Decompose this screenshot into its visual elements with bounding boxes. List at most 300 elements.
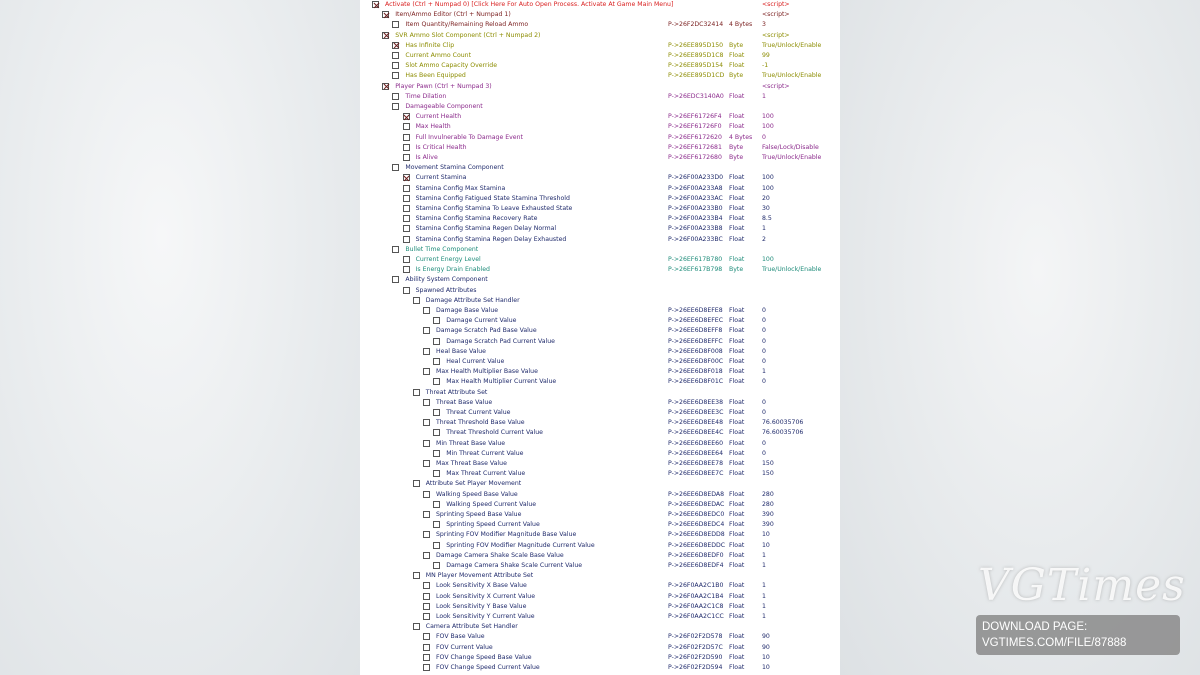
checkbox[interactable] bbox=[413, 297, 420, 304]
row-value[interactable]: 30 bbox=[762, 205, 770, 212]
row-value[interactable]: 280 bbox=[762, 500, 774, 508]
table-row[interactable] bbox=[360, 306, 840, 316]
row-type: Float bbox=[729, 215, 745, 223]
row-type: Float bbox=[729, 521, 745, 529]
row-value[interactable]: 390 bbox=[762, 511, 774, 518]
row-address: P->26EE6D8EFEC bbox=[668, 317, 724, 325]
row-address: P->26EE6D8EFFC bbox=[668, 337, 723, 345]
row-value[interactable]: 0 bbox=[762, 439, 766, 447]
row-description: Heal Base Value bbox=[436, 347, 486, 355]
table-row[interactable] bbox=[360, 632, 840, 642]
row-value[interactable]: 1 bbox=[762, 368, 766, 376]
row-description: Look Sensitivity X Base Value bbox=[436, 582, 527, 590]
row-address: P->26EE6D8EE64 bbox=[668, 449, 724, 457]
row-value[interactable]: 10 bbox=[762, 531, 770, 539]
row-address: P->26EE6D8EE78 bbox=[668, 460, 724, 467]
row-description: Stamina Config Stamina Regen Delay Normal bbox=[415, 225, 557, 233]
checked-checkbox[interactable] bbox=[403, 113, 410, 120]
table-row[interactable] bbox=[360, 581, 840, 591]
row-description: Activate (Ctrl + Numpad 0) [Click Here For Auto Open Process. Activate At Game Main Menu] bbox=[385, 1, 674, 8]
row-description: Current Stamina bbox=[415, 174, 467, 182]
row-value[interactable]: 90 bbox=[762, 633, 770, 641]
table-row[interactable] bbox=[360, 133, 840, 143]
row-value[interactable]: 76.60035706 bbox=[762, 419, 804, 427]
row-type: Float bbox=[729, 582, 745, 590]
row-value[interactable]: 1 bbox=[762, 92, 766, 100]
table-row[interactable] bbox=[360, 479, 840, 489]
download-page-url: VGTIMES.COM/FILE/87888 bbox=[982, 637, 1127, 649]
download-page-label: DOWNLOAD PAGE: bbox=[982, 621, 1088, 633]
table-row[interactable] bbox=[360, 245, 840, 255]
row-value[interactable]: 10 bbox=[762, 653, 770, 661]
row-value[interactable]: 0 bbox=[762, 449, 766, 457]
table-row[interactable] bbox=[360, 408, 840, 418]
table-row[interactable] bbox=[360, 224, 840, 234]
row-value[interactable]: 1 bbox=[762, 582, 766, 590]
table-row[interactable] bbox=[360, 571, 840, 581]
table-row[interactable] bbox=[360, 520, 840, 530]
row-address: P->26EE6D8EE3C bbox=[668, 409, 724, 416]
row-description: Max Health Multiplier Base Value bbox=[436, 368, 538, 376]
row-description: Damage Base Value bbox=[436, 307, 499, 314]
row-type: Float bbox=[729, 592, 745, 600]
checkbox[interactable] bbox=[433, 378, 440, 385]
table-row[interactable] bbox=[360, 163, 840, 173]
checkbox[interactable] bbox=[403, 256, 410, 263]
row-value[interactable]: 100 bbox=[762, 256, 774, 263]
row-type: Float bbox=[729, 562, 745, 569]
checkbox[interactable] bbox=[423, 419, 430, 426]
row-description: Current Ammo Count bbox=[405, 52, 472, 59]
row-type: Byte bbox=[729, 154, 744, 161]
checkbox[interactable] bbox=[423, 603, 430, 610]
row-value[interactable]: <script> bbox=[762, 11, 790, 19]
row-description: SVR Ammo Slot Component (Ctrl + Numpad 2) bbox=[395, 31, 541, 39]
checkbox[interactable] bbox=[423, 582, 430, 589]
row-description: Max Health bbox=[415, 123, 451, 131]
table-row[interactable] bbox=[360, 439, 840, 449]
table-row[interactable] bbox=[360, 184, 840, 194]
table-row[interactable] bbox=[360, 51, 840, 61]
row-type: Float bbox=[729, 205, 745, 212]
table-row[interactable] bbox=[360, 296, 840, 306]
row-address: P->26EF617B798 bbox=[668, 266, 723, 274]
checkbox[interactable] bbox=[413, 623, 420, 630]
checkbox[interactable] bbox=[423, 307, 430, 314]
checkbox[interactable] bbox=[403, 225, 410, 232]
checkbox[interactable] bbox=[423, 633, 430, 640]
table-row[interactable] bbox=[360, 41, 840, 51]
row-address: P->26EE6D8EDD8 bbox=[668, 531, 725, 539]
table-row[interactable] bbox=[360, 235, 840, 245]
row-value[interactable]: 0 bbox=[762, 347, 766, 355]
table-row[interactable] bbox=[360, 510, 840, 520]
table-row[interactable] bbox=[360, 602, 840, 612]
table-row[interactable] bbox=[360, 255, 840, 265]
table-row[interactable] bbox=[360, 500, 840, 510]
table-row[interactable] bbox=[360, 388, 840, 398]
row-address: P->26EE6D8EE48 bbox=[668, 419, 724, 427]
table-row[interactable] bbox=[360, 469, 840, 479]
table-row[interactable] bbox=[360, 214, 840, 224]
checkbox[interactable] bbox=[403, 144, 410, 151]
row-value[interactable]: 0 bbox=[762, 398, 766, 406]
checkbox[interactable] bbox=[423, 654, 430, 661]
table-row[interactable] bbox=[360, 265, 840, 275]
checkbox[interactable] bbox=[423, 531, 430, 538]
row-type: Float bbox=[729, 174, 745, 182]
row-description: Ability System Component bbox=[405, 276, 488, 284]
row-value[interactable]: 1 bbox=[762, 602, 766, 610]
row-address: P->26F00A233D0 bbox=[668, 174, 724, 182]
row-type: Float bbox=[729, 52, 745, 59]
row-value[interactable]: 1 bbox=[762, 613, 766, 620]
row-value[interactable]: 1 bbox=[762, 592, 766, 600]
checkbox[interactable] bbox=[423, 399, 430, 406]
row-value[interactable]: True/Unlock/Enable bbox=[762, 154, 822, 161]
row-value[interactable]: 0 bbox=[762, 337, 766, 345]
row-description: Sprinting FOV Modifier Magnitude Current Value bbox=[446, 541, 595, 549]
checkbox[interactable] bbox=[433, 429, 440, 436]
table-row[interactable] bbox=[360, 194, 840, 204]
table-row[interactable] bbox=[360, 367, 840, 377]
table-row[interactable] bbox=[360, 71, 840, 81]
checkbox[interactable] bbox=[392, 21, 399, 28]
row-description: Damage Camera Shake Scale Base Value bbox=[436, 551, 564, 559]
row-type: Float bbox=[729, 327, 745, 335]
row-address: P->26EE6D8EDAC bbox=[668, 500, 725, 508]
row-address: P->26F02F2D590 bbox=[668, 653, 723, 661]
checkbox[interactable] bbox=[403, 185, 410, 192]
row-value[interactable]: <script> bbox=[762, 31, 790, 39]
checked-checkbox[interactable] bbox=[372, 1, 379, 8]
row-description: Heal Current Value bbox=[446, 358, 505, 365]
table-row[interactable] bbox=[360, 449, 840, 459]
checkbox[interactable] bbox=[423, 552, 430, 559]
row-type: Float bbox=[729, 633, 745, 641]
row-address: P->26EE6D8EE38 bbox=[668, 398, 724, 406]
row-address: P->26F00A233A8 bbox=[668, 184, 723, 192]
row-value[interactable]: True/Unlock/Enable bbox=[762, 41, 822, 49]
checkbox[interactable] bbox=[433, 470, 440, 477]
checkbox[interactable] bbox=[392, 276, 399, 283]
checked-checkbox[interactable] bbox=[403, 174, 410, 181]
checkbox[interactable] bbox=[413, 389, 420, 396]
row-address: P->26F0AA2C1CC bbox=[668, 613, 724, 620]
row-type: Float bbox=[729, 409, 745, 416]
table-row[interactable] bbox=[360, 347, 840, 357]
row-description: Look Sensitivity Y Current Value bbox=[436, 613, 535, 620]
row-value[interactable]: 150 bbox=[762, 470, 774, 478]
checkbox[interactable] bbox=[392, 93, 399, 100]
checkbox[interactable] bbox=[403, 287, 410, 294]
row-description: MN Player Movement Attribute Set bbox=[425, 572, 534, 580]
table-row[interactable] bbox=[360, 153, 840, 163]
table-row[interactable] bbox=[360, 398, 840, 408]
row-type: Float bbox=[729, 602, 745, 610]
table-row[interactable] bbox=[360, 459, 840, 469]
row-value[interactable]: True/Unlock/Enable bbox=[762, 266, 822, 274]
table-row[interactable] bbox=[360, 653, 840, 663]
row-type: Float bbox=[729, 378, 745, 386]
row-value[interactable]: 100 bbox=[762, 113, 774, 121]
row-description: Damage Current Value bbox=[446, 317, 517, 325]
row-type: Float bbox=[729, 490, 745, 498]
row-value[interactable]: 2 bbox=[762, 235, 766, 243]
row-value[interactable]: 1 bbox=[762, 225, 766, 233]
row-address: P->26EE6D8EDF0 bbox=[668, 551, 724, 559]
row-value[interactable]: 90 bbox=[762, 643, 770, 651]
row-address: P->26EE6D8EE4C bbox=[668, 429, 724, 437]
row-address: P->26EE6D8EE7C bbox=[668, 470, 724, 478]
table-row[interactable] bbox=[360, 122, 840, 132]
table-row[interactable] bbox=[360, 663, 840, 673]
table-row[interactable] bbox=[360, 102, 840, 112]
checkbox[interactable] bbox=[392, 72, 399, 79]
row-value[interactable]: 0 bbox=[762, 409, 766, 416]
row-type: Float bbox=[729, 439, 745, 447]
row-address: P->26F02F2D57C bbox=[668, 643, 723, 651]
checkbox[interactable] bbox=[403, 195, 410, 202]
table-row[interactable] bbox=[360, 377, 840, 387]
row-address: P->26EF61726F0 bbox=[668, 123, 722, 131]
row-description: FOV Base Value bbox=[436, 633, 485, 641]
row-description: FOV Change Speed Current Value bbox=[436, 664, 540, 671]
checkbox[interactable] bbox=[433, 317, 440, 324]
table-row[interactable] bbox=[360, 337, 840, 347]
row-value[interactable]: 20 bbox=[762, 194, 770, 202]
row-value[interactable]: 150 bbox=[762, 460, 774, 467]
table-row[interactable] bbox=[360, 541, 840, 551]
row-description: Stamina Config Stamina Recovery Rate bbox=[415, 215, 538, 223]
checked-checkbox[interactable] bbox=[382, 11, 389, 18]
row-value[interactable]: 0 bbox=[762, 307, 766, 314]
checkbox[interactable] bbox=[403, 205, 410, 212]
checkbox[interactable] bbox=[403, 134, 410, 141]
checkbox[interactable] bbox=[433, 562, 440, 569]
cheat-table bbox=[360, 0, 840, 675]
checkbox[interactable] bbox=[423, 613, 430, 620]
row-value[interactable]: 3 bbox=[762, 21, 766, 29]
row-address: P->26EE6D8EDA8 bbox=[668, 490, 725, 498]
row-type: Byte bbox=[729, 41, 744, 49]
checkbox[interactable] bbox=[392, 246, 399, 253]
row-type: Float bbox=[729, 62, 745, 70]
row-address: P->26EF617B780 bbox=[668, 256, 723, 263]
row-value[interactable]: -1 bbox=[762, 62, 769, 70]
row-type: Float bbox=[729, 541, 745, 549]
checkbox[interactable] bbox=[423, 491, 430, 498]
checked-checkbox[interactable] bbox=[382, 83, 389, 90]
row-type: Float bbox=[729, 194, 745, 202]
row-description: Has Infinite Clip bbox=[405, 41, 455, 49]
checkbox[interactable] bbox=[392, 52, 399, 59]
row-value[interactable]: <script> bbox=[762, 82, 790, 90]
row-value[interactable]: 0 bbox=[762, 327, 766, 335]
checkbox[interactable] bbox=[423, 593, 430, 600]
checkbox[interactable] bbox=[403, 236, 410, 243]
checkbox[interactable] bbox=[392, 164, 399, 171]
checkbox[interactable] bbox=[433, 521, 440, 528]
table-row[interactable] bbox=[360, 326, 840, 336]
table-row[interactable] bbox=[360, 173, 840, 183]
row-value[interactable]: 100 bbox=[762, 123, 774, 131]
row-description: Walking Speed Current Value bbox=[446, 500, 537, 508]
table-row[interactable] bbox=[360, 286, 840, 296]
table-row[interactable] bbox=[360, 31, 840, 41]
checkbox[interactable] bbox=[433, 542, 440, 549]
row-description: FOV Change Speed Base Value bbox=[436, 653, 532, 661]
row-value[interactable]: 0 bbox=[762, 133, 766, 141]
row-value[interactable]: 10 bbox=[762, 664, 770, 671]
table-row[interactable] bbox=[360, 143, 840, 153]
row-description: Player Pawn (Ctrl + Numpad 3) bbox=[395, 82, 492, 90]
table-row[interactable] bbox=[360, 112, 840, 122]
row-type: Float bbox=[729, 419, 745, 427]
row-address: P->26EE895D154 bbox=[668, 62, 724, 70]
table-row[interactable] bbox=[360, 643, 840, 653]
row-value[interactable]: 8.5 bbox=[762, 215, 772, 223]
row-value[interactable]: 100 bbox=[762, 184, 774, 192]
checkbox[interactable] bbox=[423, 664, 430, 671]
checkbox[interactable] bbox=[433, 501, 440, 508]
table-row[interactable] bbox=[360, 530, 840, 540]
row-description: Is Critical Health bbox=[415, 143, 467, 151]
checkbox[interactable] bbox=[423, 644, 430, 651]
checkbox[interactable] bbox=[392, 62, 399, 69]
table-row[interactable] bbox=[360, 357, 840, 367]
table-row[interactable] bbox=[360, 418, 840, 428]
checkbox[interactable] bbox=[433, 358, 440, 365]
row-type: Byte bbox=[729, 143, 744, 151]
row-description: Min Threat Base Value bbox=[436, 439, 506, 447]
row-description: Damage Attribute Set Handler bbox=[425, 296, 520, 304]
row-type: Float bbox=[729, 317, 745, 325]
table-row[interactable] bbox=[360, 82, 840, 92]
checkbox[interactable] bbox=[423, 368, 430, 375]
row-address: P->26EE6D8F018 bbox=[668, 368, 723, 376]
row-type: Float bbox=[729, 184, 745, 192]
table-row[interactable] bbox=[360, 20, 840, 30]
checkbox[interactable] bbox=[413, 480, 420, 487]
row-description: Stamina Config Max Stamina bbox=[415, 184, 506, 192]
row-address: P->26F00A233AC bbox=[668, 194, 723, 202]
row-value[interactable]: True/Unlock/Enable bbox=[762, 72, 822, 80]
row-type: Float bbox=[729, 347, 745, 355]
row-value[interactable]: 0 bbox=[762, 317, 766, 325]
row-description: Damageable Component bbox=[405, 103, 483, 110]
row-address: P->26F00A233B0 bbox=[668, 205, 723, 212]
table-row[interactable] bbox=[360, 92, 840, 102]
row-value[interactable]: 1 bbox=[762, 562, 766, 569]
table-row[interactable] bbox=[360, 0, 840, 10]
row-type: Float bbox=[729, 470, 745, 478]
row-value[interactable]: 10 bbox=[762, 541, 770, 549]
row-type: Float bbox=[729, 551, 745, 559]
table-row[interactable] bbox=[360, 275, 840, 285]
row-description: Threat Base Value bbox=[436, 398, 493, 406]
row-value[interactable]: 280 bbox=[762, 490, 774, 498]
checkbox[interactable] bbox=[403, 154, 410, 161]
row-description: Current Energy Level bbox=[415, 256, 481, 263]
checkbox[interactable] bbox=[433, 450, 440, 457]
row-type: Float bbox=[729, 429, 745, 437]
table-row[interactable] bbox=[360, 551, 840, 561]
checkbox[interactable] bbox=[403, 215, 410, 222]
row-type: Float bbox=[729, 256, 745, 263]
row-description: Damage Scratch Pad Base Value bbox=[436, 327, 537, 335]
row-type: Float bbox=[729, 123, 745, 131]
checkbox[interactable] bbox=[392, 103, 399, 110]
checked-checkbox[interactable] bbox=[392, 42, 399, 49]
row-description: Attribute Set Player Movement bbox=[425, 480, 522, 488]
row-type: Float bbox=[729, 358, 745, 365]
checkbox[interactable] bbox=[413, 572, 420, 579]
row-description: Is Energy Drain Enabled bbox=[415, 266, 490, 274]
row-type: Byte bbox=[729, 72, 744, 80]
checkbox[interactable] bbox=[423, 327, 430, 334]
row-address: P->26EE6D8F008 bbox=[668, 347, 723, 355]
checkbox[interactable] bbox=[403, 123, 410, 130]
checkbox[interactable] bbox=[423, 460, 430, 467]
row-value[interactable]: 0 bbox=[762, 358, 766, 365]
row-address: P->26EF6172680 bbox=[668, 154, 722, 161]
row-address: P->26EE6D8EE60 bbox=[668, 439, 724, 447]
table-row[interactable] bbox=[360, 490, 840, 500]
row-description: Max Health Multiplier Current Value bbox=[446, 378, 557, 386]
row-description: Slot Ammo Capacity Override bbox=[405, 62, 498, 70]
checked-checkbox[interactable] bbox=[382, 32, 389, 39]
row-value[interactable]: <script> bbox=[762, 1, 790, 8]
checkbox[interactable] bbox=[433, 409, 440, 416]
checkbox[interactable] bbox=[423, 511, 430, 518]
row-type: Float bbox=[729, 653, 745, 661]
table-row[interactable] bbox=[360, 204, 840, 214]
table-row[interactable] bbox=[360, 592, 840, 602]
table-row[interactable] bbox=[360, 10, 840, 20]
row-value[interactable]: 99 bbox=[762, 52, 770, 59]
row-address: P->26EE895D1C8 bbox=[668, 52, 724, 59]
row-type: Float bbox=[729, 398, 745, 406]
table-row[interactable] bbox=[360, 61, 840, 71]
row-value[interactable]: 100 bbox=[762, 174, 774, 182]
row-value[interactable]: 0 bbox=[762, 378, 766, 386]
row-description: Look Sensitivity Y Base Value bbox=[436, 602, 527, 610]
table-row[interactable] bbox=[360, 561, 840, 571]
row-address: P->26F00A233B4 bbox=[668, 215, 723, 223]
row-value[interactable]: 390 bbox=[762, 521, 774, 529]
row-description: FOV Current Value bbox=[436, 643, 493, 651]
row-description: Stamina Config Stamina Regen Delay Exhausted bbox=[415, 235, 567, 243]
row-value[interactable]: False/Lock/Disable bbox=[762, 143, 819, 151]
table-row[interactable] bbox=[360, 622, 840, 632]
row-value[interactable]: 1 bbox=[762, 551, 766, 559]
row-description: Sprinting Speed Base Value bbox=[436, 511, 522, 518]
table-row[interactable] bbox=[360, 612, 840, 622]
table-row[interactable] bbox=[360, 316, 840, 326]
row-value[interactable]: 76.60035706 bbox=[762, 429, 804, 437]
row-type: Float bbox=[729, 113, 745, 121]
checkbox[interactable] bbox=[423, 440, 430, 447]
checkbox[interactable] bbox=[423, 348, 430, 355]
checkbox[interactable] bbox=[433, 338, 440, 345]
row-description: Stamina Config Fatigued State Stamina Threshold bbox=[415, 194, 570, 202]
row-type: Float bbox=[729, 643, 745, 651]
row-address: P->26EE6D8EDC4 bbox=[668, 521, 725, 529]
row-address: P->26EDC3140A0 bbox=[668, 92, 724, 100]
table-row[interactable] bbox=[360, 428, 840, 438]
checkbox[interactable] bbox=[403, 266, 410, 273]
